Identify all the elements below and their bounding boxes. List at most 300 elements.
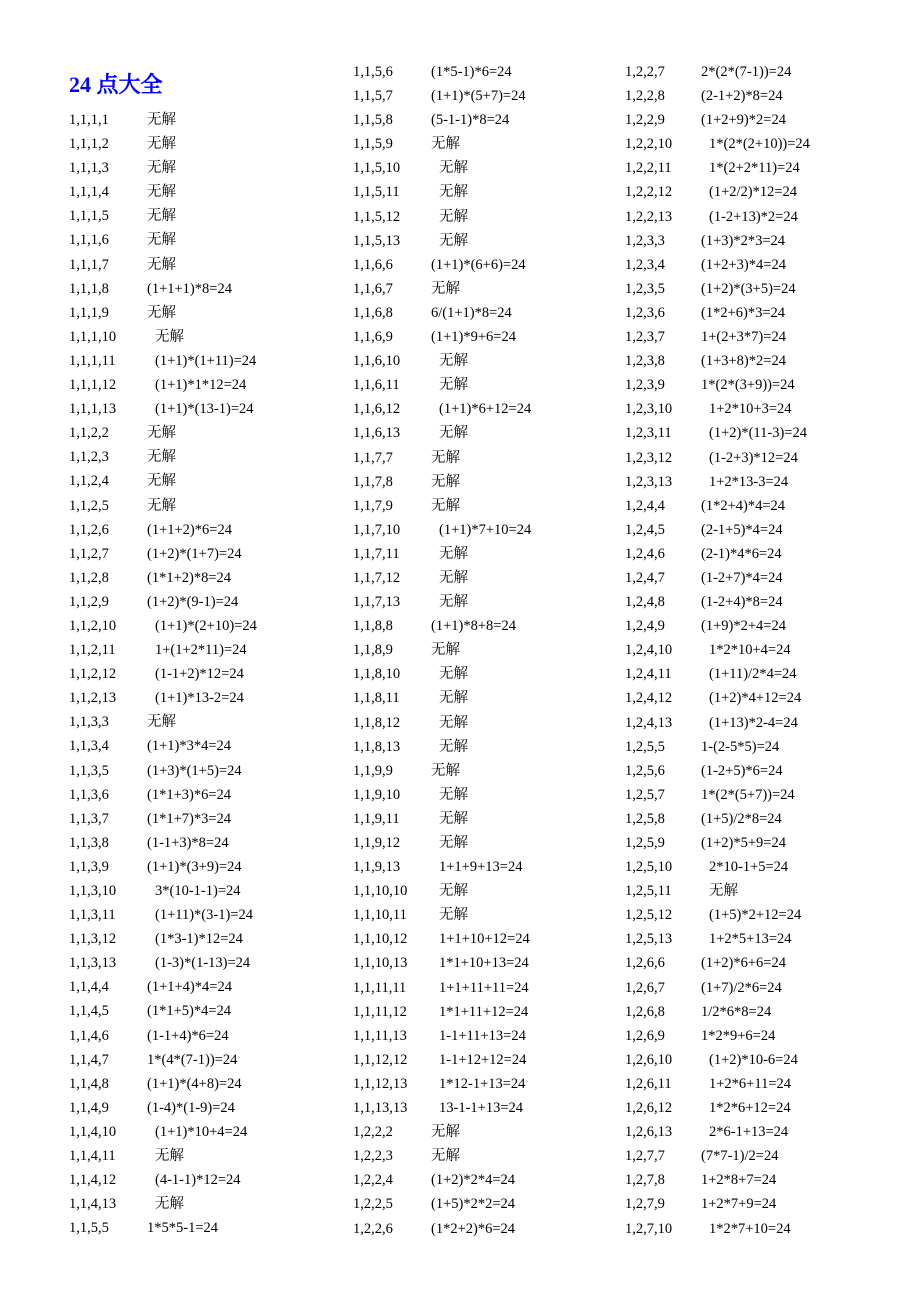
solution-expression: 1+2*13-3=24 (709, 473, 789, 490)
solution-row (625, 470, 915, 494)
number-combination: 1,1,3,4 (69, 738, 109, 755)
number-combination: 1,1,2,3 (69, 449, 109, 466)
solution-row (69, 1216, 339, 1240)
number-combination: 1,2,7,7 (625, 1148, 665, 1165)
solution-expression: (1-1+3)*8=24 (147, 834, 229, 851)
solution-row (69, 421, 339, 445)
number-combination: 1,2,5,7 (625, 786, 665, 803)
solution-expression: 1+1+11+11=24 (439, 979, 529, 996)
solution-row (353, 446, 613, 470)
solution-row (353, 349, 613, 373)
solution-row (625, 325, 915, 349)
number-combination: 1,1,6,8 (353, 304, 393, 321)
solution-row (625, 518, 915, 542)
number-combination: 1,2,5,8 (625, 810, 665, 827)
solution-row (69, 1120, 339, 1144)
solution-expression: 1+2*10+3=24 (709, 401, 792, 418)
solution-expression: 2*(2*(7-1))=24 (701, 64, 792, 80)
solution-expression: (1*1+2)*8=24 (147, 569, 232, 586)
solution-row (625, 1096, 915, 1120)
solution-expression: 无解 (439, 666, 468, 683)
solution-expression: 无解 (439, 690, 468, 707)
solution-row (625, 1192, 915, 1216)
number-combination: 1,2,4,4 (625, 497, 665, 514)
solution-row (69, 927, 339, 951)
solution-expression: 无解 (439, 208, 468, 225)
solution-row (353, 84, 613, 108)
solution-row (625, 1144, 915, 1168)
solution-expression: (2-1+5)*4=24 (701, 521, 783, 538)
number-combination: 1,1,1,6 (69, 232, 109, 249)
number-combination: 1,2,2,10 (625, 136, 673, 153)
solution-row (625, 735, 915, 759)
solution-row (69, 132, 339, 156)
solution-row (353, 1048, 613, 1072)
solution-row (353, 518, 613, 542)
number-combination: 1,1,2,2 (69, 425, 109, 442)
solution-expression: 1+1+9+13=24 (439, 859, 523, 876)
number-combination: 1,1,2,12 (69, 666, 117, 683)
solution-row (625, 783, 915, 807)
solution-expression: (1+11)*(3-1)=24 (155, 907, 253, 924)
number-combination: 1,1,2,11 (69, 642, 116, 659)
number-combination: 1,1,5,6 (353, 64, 393, 80)
solution-expression: 1*1+11+12=24 (439, 1003, 529, 1020)
solution-row (69, 638, 339, 662)
number-combination: 1,1,11,12 (353, 1003, 407, 1020)
number-combination: 1,1,4,8 (69, 1075, 109, 1092)
number-combination: 1,2,5,11 (625, 883, 672, 900)
solution-row (625, 1072, 915, 1096)
number-combination: 1,2,4,9 (625, 618, 665, 635)
solution-expression: (1-3)*(1-13)=24 (155, 955, 251, 972)
solution-row (625, 494, 915, 518)
solution-expression: 无解 (155, 1196, 184, 1213)
solution-row (625, 1024, 915, 1048)
number-combination: 1,1,6,10 (353, 353, 401, 370)
solution-expression: (1+7)/2*6=24 (701, 979, 782, 996)
solution-expression: (1*1+7)*3=24 (147, 810, 232, 827)
number-combination: 1,1,4,7 (69, 1051, 109, 1068)
number-combination: 1,1,8,8 (353, 618, 393, 635)
solution-expression: 1*12-1+13=24 (439, 1075, 526, 1092)
solution-row (353, 903, 613, 927)
solution-row (353, 1168, 613, 1192)
solution-expression: (1+1)*(2+10)=24 (155, 617, 257, 634)
solution-row (69, 1168, 339, 1192)
solution-expression: 13-1-1+13=24 (439, 1100, 524, 1117)
solution-expression: (1-2+3)*12=24 (709, 449, 798, 466)
number-combination: 1,1,2,7 (69, 545, 109, 562)
number-combination: 1,1,5,9 (353, 136, 393, 153)
solution-row (625, 132, 915, 156)
solution-row (69, 903, 339, 927)
solution-row (353, 205, 613, 229)
solution-row (353, 759, 613, 783)
number-combination: 1,1,4,10 (69, 1123, 117, 1140)
solution-row (353, 180, 613, 204)
solution-expression: 无解 (431, 136, 460, 153)
number-combination: 1,2,6,9 (625, 1027, 665, 1044)
number-combination: 1,2,3,11 (625, 425, 672, 442)
solution-row (353, 711, 613, 735)
solution-expression: (1+2/2)*12=24 (709, 184, 798, 201)
solution-expression: (1*1+5)*4=24 (147, 1003, 232, 1020)
number-combination: 1,1,3,12 (69, 931, 117, 948)
solution-row (353, 951, 613, 975)
number-combination: 1,2,3,10 (625, 401, 673, 418)
number-combination: 1,2,3,13 (625, 473, 673, 490)
solution-expression: (1+2+9)*2=24 (701, 112, 786, 129)
solution-row (69, 951, 339, 975)
number-combination: 1,2,2,11 (625, 160, 672, 177)
solution-row (625, 807, 915, 831)
number-combination: 1,1,7,10 (353, 521, 401, 538)
solution-row (353, 1120, 613, 1144)
solution-row (69, 277, 339, 301)
solution-row (353, 1217, 613, 1241)
solution-row (625, 1217, 915, 1241)
solution-expression: 1+2*7+9=24 (701, 1196, 777, 1213)
solution-expression: 无解 (147, 425, 176, 442)
solution-expression: (1+1)*7+10=24 (439, 521, 532, 538)
solution-row (353, 1024, 613, 1048)
solution-row (625, 446, 915, 470)
solution-row (69, 855, 339, 879)
number-combination: 1,1,5,5 (69, 1220, 109, 1237)
solution-expression: (1+2)*5+9=24 (701, 835, 786, 851)
solution-expression: 无解 (439, 786, 468, 803)
number-combination: 1,1,4,6 (69, 1027, 109, 1044)
number-combination: 1,1,8,11 (353, 690, 400, 707)
solution-expression: (1+1)*(6+6)=24 (431, 256, 526, 273)
number-combination: 1,1,8,13 (353, 738, 401, 755)
solution-row (353, 301, 613, 325)
solution-row (69, 494, 339, 518)
solution-expression: 无解 (431, 280, 460, 297)
solution-expression: (2-1)*4*6=24 (701, 545, 782, 562)
solution-row (625, 976, 915, 1000)
solution-expression: 无解 (431, 497, 460, 514)
number-combination: 1,1,3,3 (69, 714, 109, 731)
number-combination: 1,1,1,2 (69, 136, 109, 153)
solution-expression: 无解 (431, 473, 460, 490)
solution-expression: 1*(2*(3+9))=24 (701, 377, 795, 394)
solution-row (625, 542, 915, 566)
solution-expression: (1+1)*8+8=24 (431, 618, 516, 635)
number-combination: 1,1,4,4 (69, 979, 109, 996)
solution-row (625, 229, 915, 253)
solution-row (625, 277, 915, 301)
solution-row (69, 831, 339, 855)
number-combination: 1,2,5,12 (625, 907, 673, 924)
number-combination: 1,1,1,11 (69, 352, 116, 369)
solution-expression: 无解 (147, 136, 176, 153)
number-combination: 1,2,3,9 (625, 377, 665, 394)
number-combination: 1,1,1,12 (69, 377, 117, 394)
solution-expression: (1+9)*2+4=24 (701, 618, 786, 635)
solution-row (625, 108, 915, 132)
solution-row (353, 1144, 613, 1168)
solution-row (353, 542, 613, 566)
number-combination: 1,2,6,7 (625, 979, 665, 996)
number-combination: 1,2,7,8 (625, 1172, 665, 1189)
number-combination: 1,1,11,11 (353, 979, 407, 996)
solution-row (69, 373, 339, 397)
solution-row (353, 614, 613, 638)
solution-row (625, 397, 915, 421)
solution-row (625, 373, 915, 397)
solution-expression: (1+1)*13-2=24 (155, 690, 244, 707)
solutions-column-3 (625, 60, 915, 1241)
solution-row (69, 1096, 339, 1120)
solution-row (625, 253, 915, 277)
solution-row (625, 566, 915, 590)
number-combination: 1,2,4,13 (625, 714, 673, 731)
number-combination: 1,1,2,4 (69, 473, 109, 490)
solution-expression: 无解 (439, 738, 468, 755)
solution-row (625, 590, 915, 614)
number-combination: 1,2,4,5 (625, 521, 665, 538)
solution-expression: 无解 (147, 304, 176, 321)
solution-expression: (1+1)*(1+11)=24 (155, 352, 257, 369)
number-combination: 1,2,4,12 (625, 690, 673, 707)
solution-row (69, 999, 339, 1023)
number-combination: 1,1,1,10 (69, 328, 117, 345)
solution-row (69, 1048, 339, 1072)
solution-expression: 6/(1+1)*8=24 (431, 304, 512, 321)
number-combination: 1,1,9,12 (353, 835, 401, 851)
number-combination: 1,1,2,6 (69, 521, 109, 538)
number-combination: 1,1,1,5 (69, 208, 109, 225)
solution-expression: (1+1+4)*4=24 (147, 979, 232, 996)
solution-expression: 无解 (439, 907, 468, 924)
solution-row (69, 301, 339, 325)
number-combination: 1,1,4,11 (69, 1148, 116, 1165)
solution-row (353, 277, 613, 301)
solution-row (69, 975, 339, 999)
solution-expression: 2*6-1+13=24 (709, 1124, 789, 1141)
solution-row (69, 325, 339, 349)
solution-expression: (1+2+3)*4=24 (701, 256, 786, 273)
solution-row (69, 1072, 339, 1096)
number-combination: 1,2,5,9 (625, 835, 665, 851)
number-combination: 1,2,2,12 (625, 184, 673, 201)
solution-expression: (1*2+4)*4=24 (701, 497, 786, 514)
solution-expression: 1*5*5-1=24 (147, 1220, 219, 1237)
solution-expression: (1*1+3)*6=24 (147, 786, 232, 803)
solution-row (69, 204, 339, 228)
solution-expression: (1+5)*2*2=24 (431, 1196, 516, 1213)
number-combination: 1,2,7,10 (625, 1220, 673, 1237)
solution-row (625, 831, 915, 855)
solution-expression: (1+1)*9+6=24 (431, 329, 516, 346)
solution-expression: 1+1+10+12=24 (439, 931, 530, 948)
solution-expression: 1*2*9+6=24 (701, 1027, 776, 1044)
solution-row (69, 710, 339, 734)
solution-expression: 无解 (431, 1148, 460, 1165)
solution-expression: 无解 (439, 714, 468, 731)
solution-row (353, 1000, 613, 1024)
solution-expression: (1+2)*4+12=24 (709, 690, 802, 707)
solution-row (69, 614, 339, 638)
number-combination: 1,2,6,10 (625, 1051, 673, 1068)
solution-expression: 无解 (147, 449, 176, 466)
solution-expression: 1+(1+2*11)=24 (155, 642, 247, 659)
solution-expression: 无解 (431, 762, 460, 779)
number-combination: 1,1,10,13 (353, 955, 408, 972)
number-combination: 1,1,13,13 (353, 1100, 408, 1117)
solution-expression: (7*7-1)/2=24 (701, 1148, 779, 1165)
solution-expression: (1+1)*6+12=24 (439, 401, 532, 418)
solution-expression: 无解 (155, 328, 184, 345)
solution-expression: (1+1)*(4+8)=24 (147, 1075, 242, 1092)
number-combination: 1,2,2,13 (625, 208, 673, 225)
solution-row (625, 662, 915, 686)
number-combination: 1,2,4,7 (625, 569, 665, 586)
solution-expression: (2-1+2)*8=24 (701, 88, 783, 105)
number-combination: 1,2,5,6 (625, 762, 665, 779)
solution-row (353, 566, 613, 590)
solution-expression: 1-1+12+12=24 (439, 1051, 527, 1068)
solution-expression: (1+1)*(3+9)=24 (147, 858, 242, 875)
solution-row (353, 662, 613, 686)
number-combination: 1,1,6,13 (353, 425, 401, 442)
solution-row (625, 1120, 915, 1144)
solution-row (353, 638, 613, 662)
number-combination: 1,1,5,11 (353, 184, 400, 201)
solution-expression: 无解 (439, 353, 468, 370)
number-combination: 1,1,1,9 (69, 304, 109, 321)
number-combination: 1,2,3,12 (625, 449, 673, 466)
solution-row (69, 879, 339, 903)
number-combination: 1,2,5,10 (625, 859, 673, 876)
number-combination: 1,1,2,10 (69, 617, 117, 634)
number-combination: 1,1,7,7 (353, 449, 393, 466)
solution-expression: 3*(10-1-1)=24 (155, 883, 241, 899)
solution-expression: 1+2*5+13=24 (709, 931, 792, 948)
solution-expression: (1+1+2)*6=24 (147, 521, 232, 538)
number-combination: 1,1,9,13 (353, 859, 401, 876)
solution-expression: (1+5)/2*8=24 (701, 810, 782, 827)
solution-expression: (1+3+8)*2=24 (701, 353, 786, 370)
number-combination: 1,1,5,10 (353, 160, 401, 177)
number-combination: 1,1,3,10 (69, 883, 117, 899)
number-combination: 1,2,3,6 (625, 304, 665, 321)
number-combination: 1,1,7,12 (353, 569, 401, 586)
solution-row (69, 518, 339, 542)
number-combination: 1,2,4,8 (625, 594, 665, 611)
solution-expression: (1+1)*(13-1)=24 (155, 401, 254, 418)
solution-row (353, 325, 613, 349)
solution-expression: 1*2*7+10=24 (709, 1220, 791, 1237)
solutions-column-2 (353, 60, 613, 1241)
solution-expression: (1*2+6)*3=24 (701, 304, 786, 321)
solution-row (625, 156, 915, 180)
number-combination: 1,1,3,6 (69, 786, 109, 803)
solution-row (69, 349, 339, 373)
solution-row (69, 662, 339, 686)
number-combination: 1,1,9,10 (353, 786, 401, 803)
solution-row (625, 614, 915, 638)
solution-expression: 无解 (439, 835, 468, 851)
solution-row (625, 301, 915, 325)
solution-expression: 无解 (439, 883, 468, 900)
number-combination: 1,1,5,8 (353, 112, 393, 129)
number-combination: 1,1,3,7 (69, 810, 109, 827)
solution-expression: 无解 (147, 112, 176, 128)
solution-expression: (1+2)*10-6=24 (709, 1051, 798, 1068)
solution-row (69, 397, 339, 421)
number-combination: 1,1,6,9 (353, 329, 393, 346)
solution-expression: (1*2+2)*6=24 (431, 1220, 516, 1237)
number-combination: 1,1,12,12 (353, 1051, 408, 1068)
solution-row (353, 108, 613, 132)
solution-row (69, 566, 339, 590)
solution-expression: (1*5-1)*6=24 (431, 64, 512, 80)
solution-expression: (1-1+4)*6=24 (147, 1027, 229, 1044)
number-combination: 1,2,2,2 (353, 1124, 393, 1141)
number-combination: 1,1,7,13 (353, 594, 401, 611)
solution-row (625, 951, 915, 975)
solution-expression: 1/2*6*8=24 (701, 1003, 772, 1020)
solution-row (353, 60, 613, 84)
solution-expression: (1+2)*6+6=24 (701, 955, 786, 972)
solution-row (353, 879, 613, 903)
solution-row (69, 156, 339, 180)
solution-row (69, 228, 339, 252)
solution-expression: (1+2)*(1+7)=24 (147, 545, 242, 562)
solution-expression: 1-1+11+13=24 (439, 1027, 526, 1044)
solution-row (69, 590, 339, 614)
solution-expression: (1-2+7)*4=24 (701, 569, 783, 586)
solution-expression: 1*(4*(7-1))=24 (147, 1051, 238, 1068)
number-combination: 1,2,4,6 (625, 545, 665, 562)
number-combination: 1,1,1,3 (69, 160, 109, 177)
number-combination: 1,1,3,5 (69, 762, 109, 779)
solution-expression: 无解 (709, 883, 738, 900)
number-combination: 1,2,3,3 (625, 232, 665, 249)
solution-expression: (1+2)*(9-1)=24 (147, 593, 239, 610)
number-combination: 1,1,5,7 (353, 88, 393, 105)
solution-row (69, 1024, 339, 1048)
solution-expression: 1+2*6+11=24 (709, 1075, 791, 1092)
number-combination: 1,2,5,13 (625, 931, 673, 948)
solution-expression: 无解 (439, 377, 468, 394)
solution-expression: (1-1+2)*12=24 (155, 666, 244, 683)
number-combination: 1,1,6,12 (353, 401, 401, 418)
solution-row (69, 180, 339, 204)
number-combination: 1,1,4,5 (69, 1003, 109, 1020)
solution-expression: 1+(2+3*7)=24 (701, 329, 786, 346)
solution-row (353, 927, 613, 951)
number-combination: 1,2,2,3 (353, 1148, 393, 1165)
solution-expression: 无解 (431, 449, 460, 466)
number-combination: 1,1,1,1 (69, 112, 109, 128)
solution-row (353, 1072, 613, 1096)
solution-expression: (1+3)*(1+5)=24 (147, 762, 242, 779)
solution-row (625, 1048, 915, 1072)
number-combination: 1,1,3,13 (69, 955, 117, 972)
number-combination: 1,2,6,8 (625, 1003, 665, 1020)
solution-expression: (1-2+13)*2=24 (709, 208, 798, 225)
number-combination: 1,1,7,8 (353, 473, 393, 490)
number-combination: 1,1,5,12 (353, 208, 401, 225)
solution-expression: 无解 (439, 160, 468, 177)
number-combination: 1,1,2,13 (69, 690, 117, 707)
number-combination: 1,1,1,8 (69, 280, 109, 297)
solution-row (353, 421, 613, 445)
